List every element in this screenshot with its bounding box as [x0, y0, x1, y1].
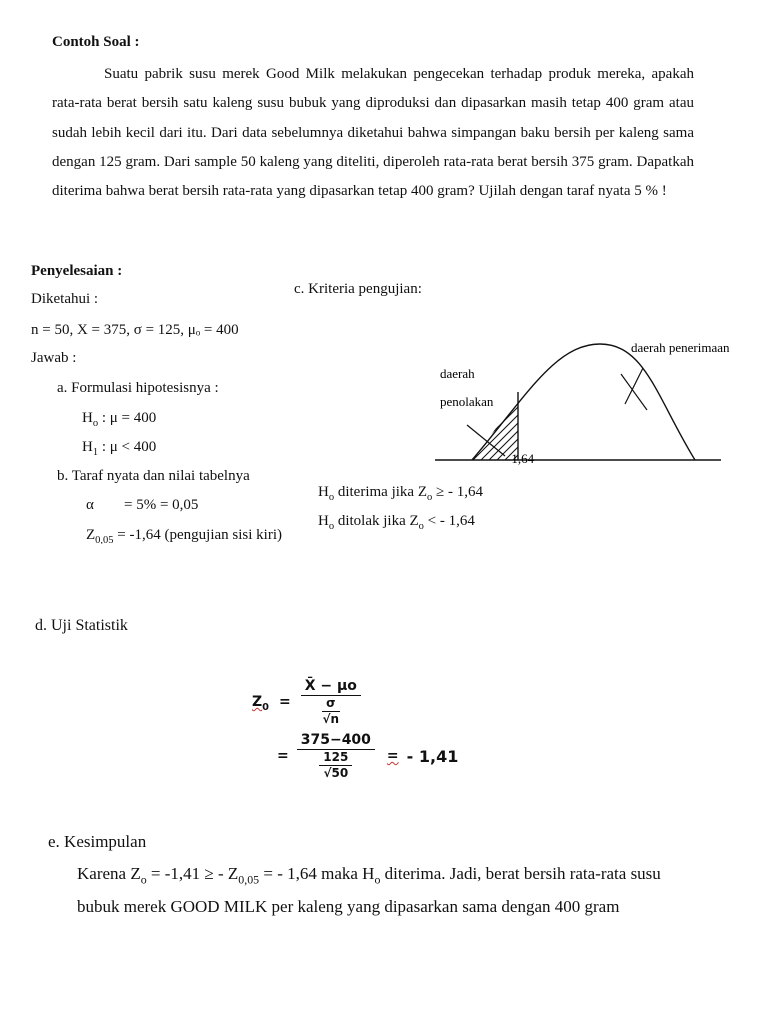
section-c-title: c. Kriteria pengujian: — [294, 281, 422, 297]
hypothesis-h1: $H_1$ : μ < 400 — [82, 439, 157, 458]
formula-root-n: √n — [322, 712, 340, 726]
reject-pointer — [467, 425, 505, 456]
example-paragraph-text: Suatu pabrik susu merek Good Milk melakukan pengecekan terhadap produk mereka, apakah rata-rata berat bersih satu kaleng susu bubuk yang diproduksi dan dipasarkan masih tetap 400 gram atau sudah lebih kecil dari itu. Dari data sebelumnya diketahui bahwa simpangan baku bersih per kaleng sama dengan 125 gram. Dari sample 50 kaleng yang diteliti, diperoleh rata-rata berat bersih 375 gram. Dapatkah diterima bahwa berat bersih rata-rata yang dipasarkan tetap 400 gram? Ujilah dengan taraf nyata 5 % ! — [52, 66, 694, 200]
calc-denominator — [319, 750, 352, 780]
result-equals-sign: = — [386, 748, 399, 764]
equals-sign: = — [278, 694, 291, 710]
formula-sigma: σ — [326, 696, 336, 710]
conclusion-line-1: Karena $Z_o = -1,41$ ≥ - $Z_{0,05}$ = - 1,64 maka $H_o$ diterima. Jadi, berat bersih rata-rata susu — [77, 864, 661, 887]
known-values: n = 50, X = 375, σ = 125, μₒ = 400 — [31, 322, 239, 338]
example-paragraph — [52, 60, 694, 206]
normal-curve-diagram — [425, 332, 760, 472]
z-table-value: $Z_{0,05} = -1,64$ (pengujian sisi kiri) — [86, 527, 282, 544]
section-d-title: d. Uji Statistik — [35, 617, 128, 634]
accept-pointer-2 — [621, 374, 647, 410]
formula-numerator: X̄ − μo — [304, 678, 357, 694]
conclusion-line-2: bubuk merek GOOD MILK per kaleng yang dipasarkan sama dengan 400 gram — [77, 897, 620, 916]
example-heading: Contoh Soal : — [52, 34, 140, 50]
reject-region-label-1: daerah — [440, 366, 475, 381]
calc-equals-sign: = — [277, 748, 289, 764]
rule-reject: $H_o$ ditolak jika $Z_o$ < - 1,64 — [318, 513, 475, 532]
calc-fraction — [297, 732, 375, 780]
calc-sigma-value: 125 — [323, 750, 349, 764]
known-label: Diketahui : — [31, 291, 99, 307]
calc-root-n: √50 — [323, 766, 349, 780]
calc-numerator: 375−400 — [300, 732, 371, 748]
critical-value-label: -1,64 — [507, 451, 535, 466]
accept-region-label: daerah penerimaan — [631, 340, 730, 355]
test-statistic-calculation — [277, 732, 458, 780]
section-e-title: e. Kesimpulan — [48, 832, 147, 851]
section-a-title: a. Formulasi hipotesisnya : — [57, 380, 219, 396]
rule-accept: $H_o$ diterima jika $Z_o$ ≥ - 1,64 — [318, 484, 483, 503]
section-b-title: b. Taraf nyata dan nilai tabelnya — [57, 468, 250, 484]
z-symbol: $Z_0$ — [252, 694, 269, 713]
test-statistic-formula — [252, 678, 361, 726]
accept-pointer-1 — [625, 368, 643, 404]
reject-region-label-2: penolakan — [440, 394, 494, 409]
answer-label: Jawab : — [31, 350, 77, 366]
formula-fraction — [301, 678, 361, 726]
bell-curve — [472, 344, 695, 460]
hypothesis-h0: $H_o$ : μ = 400 — [82, 410, 157, 429]
solution-heading: Penyelesaian : — [31, 263, 123, 279]
z-result: - 1,41 — [406, 746, 459, 766]
formula-denominator — [322, 696, 339, 726]
alpha-value: = 5% = 0,05 — [124, 497, 199, 513]
alpha-symbol: α — [86, 497, 94, 513]
